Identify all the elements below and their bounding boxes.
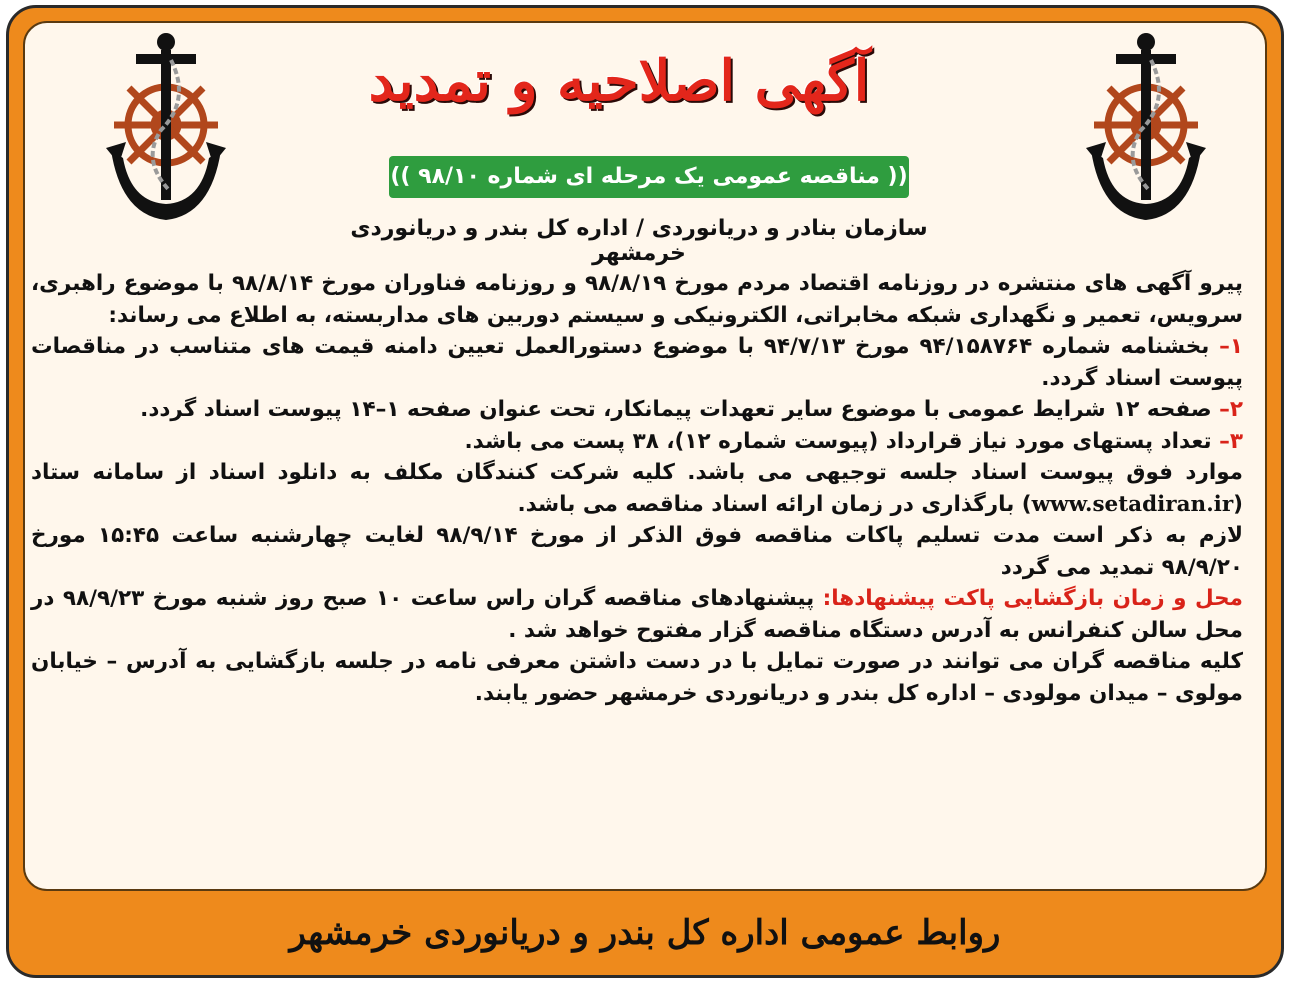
item-number: ۳– [1219,428,1243,454]
item-text: بخشنامه شماره ۹۴/۱۵۸۷۶۴ مورخ ۹۴/۷/۱۳ با موضوع دستورالعمل تعیین دامنه قیمت های متناسب در مناقصات پیوست اسناد گردد. [31,334,1243,391]
list-item [31,426,1243,458]
notice-frame [6,5,1284,978]
list-item [31,394,1243,426]
notice-body [31,268,1243,709]
opening-text: پیشنهادهای مناقصه گران راس ساعت ۱۰ صبح روز شنبه مورخ ۹۸/۹/۲۳ در محل سالن کنفرانس به آدرس دستگاه مناقصه گزار مفتوح خواهد شد . [31,586,1243,643]
item-text: صفحه ۱۲ شرایط عمومی با موضوع سایر تعهدات پیمانکار، تحت عنوان صفحه ۱–۱۴ پیوست اسناد گردد. [140,397,1212,422]
anchor-wheel-icon-right [1081,30,1211,230]
intro-paragraph: پیرو آگهی های منتشره در روزنامه اقتصاد مردم مورخ ۹۸/۸/۱۹ و روزنامه فناوران مورخ ۹۸/۸/۱۴ با موضوع راهبری، سرویس، تعمیر و نگهداری شبکه مخابراتی، الکترونیکی و سیستم دوربین های مداربسته، به اطلاع می رساند: [31,271,1243,328]
opening-label: محل و زمان بازگشایی پاکت پیشنهادها: [822,586,1243,611]
documents-paragraph [31,457,1243,520]
deadline-paragraph: لازم به ذکر است مدت تسلیم پاکات مناقصه فوق الذکر از مورخ ۹۸/۹/۱۴ لغایت چهارشنبه ساعت ۱۵:۴۵ مورخ ۹۸/۹/۲۰ تمدید می گردد [31,523,1243,580]
attendance-paragraph: کلیه مناقصه گران می توانند در صورت تمایل با در دست داشتن معرفی نامه در جلسه بازگشایی به آدرس – خیابان مولوی – میدان مولودی – اداره کل بندر و دریانوردی خرمشهر حضور یابند. [31,649,1243,706]
footer-public-relations: روابط عمومی اداره کل بندر و دریانوردی خرمشهر [289,913,1001,953]
item-number: ۲– [1219,397,1243,422]
tender-number-banner: (( مناقصه عمومی یک مرحله ای شماره ۹۸/۱۰ )) [389,156,909,198]
organization-name: سازمان بنادر و دریانوردی / اداره کل بندر و دریانوردی خرمشهر [350,216,928,266]
item-text: تعداد پستهای مورد نیاز قرارداد (پیوست شماره ۱۲)، ۳۸ پست می باشد. [464,428,1212,454]
opening-paragraph [31,583,1243,646]
notice-title: آگهی اصلاحیه و تمدید [368,48,870,114]
anchor-wheel-icon-left [101,30,231,230]
documents-text-after: ) بارگذاری در زمان ارائه اسناد مناقصه می باشد. [517,491,1032,517]
documents-text-before: موارد فوق پیوست اسناد جلسه توجیهی می باشد. کلیه شرکت کنندگان مکلف به دانلود اسناد از سامانه ستاد ( [31,460,1243,517]
website-link[interactable]: www.setadiran.ir [1031,491,1234,517]
list-item [31,331,1243,394]
item-number: ۱– [1219,334,1243,359]
